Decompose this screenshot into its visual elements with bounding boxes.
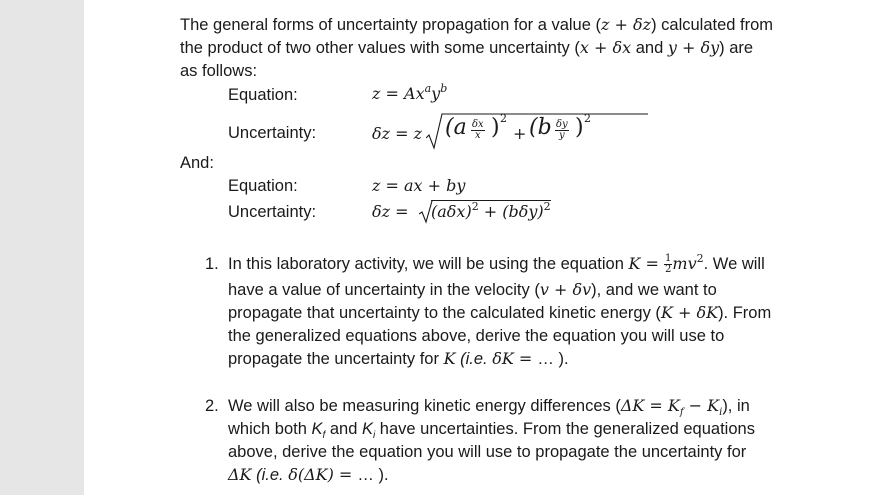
- product-equation: $z = Ax^ay^b$: [372, 82, 448, 103]
- uncertainty-label: Uncertainty:: [228, 124, 317, 142]
- fraction-dx-x: $\frac{\delta x}{x}$: [472, 119, 484, 141]
- left-margin: [0, 0, 84, 495]
- sum-equation: z = ax + by: [372, 176, 466, 195]
- item1-line-1: In this laboratory activity, we will be using the equation K = $\frac{1}{2}$ $mv^2$. We will: [228, 252, 765, 276]
- equation-label: Equation:: [228, 86, 298, 104]
- fraction-half: $\frac{1}{2}$: [665, 253, 672, 276]
- and-label: And:: [180, 154, 214, 172]
- item1-line-4: the generalized equations above, derive the equation you will use to: [228, 327, 725, 345]
- item2-line-2: which both $K_f$ and $K_i$ have uncertainties. From the generalized equations: [228, 420, 755, 441]
- intro-line-1: The general forms of uncertainty propagation for a value (z + δz) calculated from: [180, 15, 774, 34]
- intro-line-2: the product of two other values with some uncertainty (x + δx and y + δy) are: [180, 38, 754, 57]
- fraction-dy-y: $\frac{\delta y}{y}$: [556, 119, 568, 141]
- item1-line-2: have a value of uncertainty in the velocity (v + δv), and we want to: [228, 280, 717, 299]
- item1-line-3: propagate that uncertainty to the calculated kinetic energy (K + δK). From: [228, 303, 772, 322]
- item2-line-4: ΔK (i.e. δ(ΔK) = … ).: [228, 465, 389, 484]
- list-item-number-2: 2.: [205, 397, 219, 415]
- item1-line-5: propagate the uncertainty for K (i.e. δK = … ).: [228, 349, 569, 368]
- item2-line-1: We will also be measuring kinetic energy differences $(\Delta K = K_f - K_i)$, in: [228, 396, 750, 418]
- list-item-number-1: 1.: [205, 255, 219, 273]
- uncertainty-label-2: Uncertainty:: [228, 203, 317, 221]
- intro-line-3: as follows:: [180, 62, 258, 80]
- item2-line-3: above, derive the equation you will use to propagate the uncertainty for: [228, 443, 747, 461]
- document-page: The general forms of uncertainty propagation for a value (z + δz) calculated from the product of two other values with some uncertainty (x + δx and y + δy) are as follows: Equation: $z = Ax^ay^b$ Uncertainty: δz = z (a $\frac{\delta x}{x}$ ) 2 + (b $\frac{\delta y}{y}$ ) 2 And: Equation: z = ax + by Uncertainty: δz = $(a\delta x)^2 + (b\delta y)^2$ 1. In this laboratory activity, we will be using the equation K = $\frac{1}{2}$ $mv^2$. We will have a value of uncertainty in the velocity (v + δv), and we want to propagate that uncertainty to the calculated kinetic energy (K + δK). From the generalized equations above, derive the equation you will use to propagate the uncertainty for K (i.e. δK = … ). 2. We will also be measuring kinetic energy differences $(\Delta K = K_f - K_i)$, in which both $K_f$ and $K_i$ have uncertainties. From the generalized equations above, derive the equation you will use to propagate the uncertainty for ΔK (i.e. δ(ΔK) = … ).: [84, 0, 880, 495]
- equation-label-2: Equation:: [228, 177, 298, 195]
